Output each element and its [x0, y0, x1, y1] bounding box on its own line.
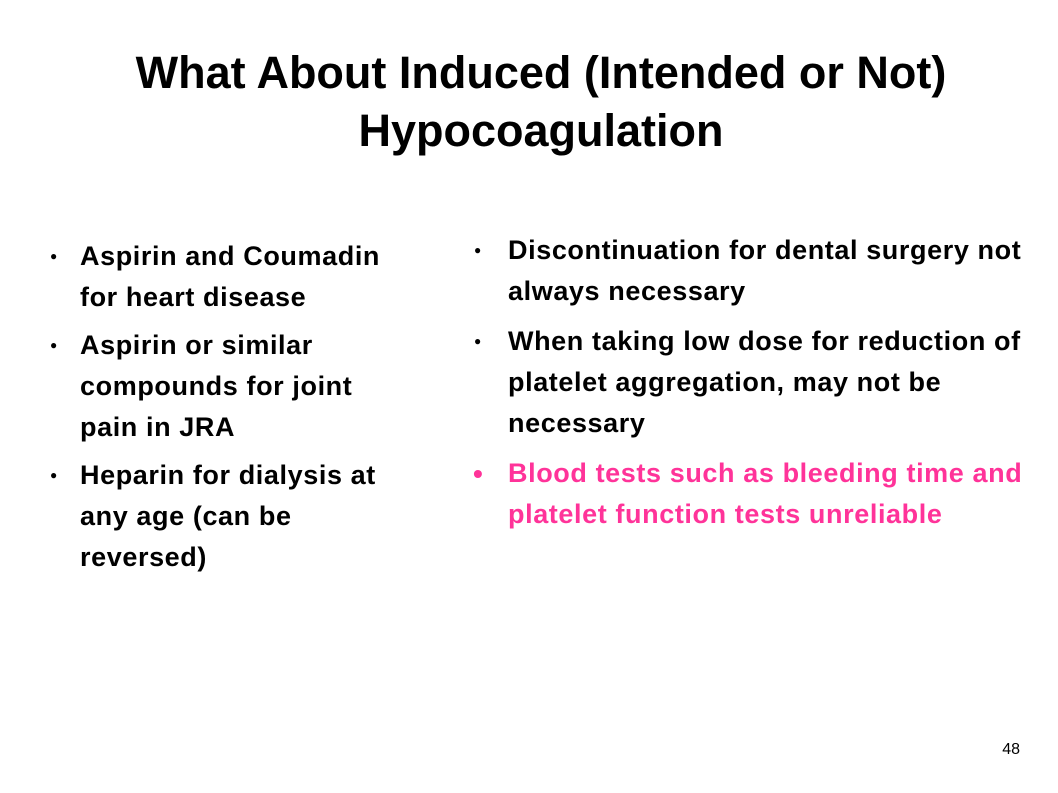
highlight-bullet-text: Blood tests such as bleeding time and platelet function tests unreliable: [508, 458, 1023, 529]
bullet-item: [48, 236, 398, 318]
bullet-icon: •: [473, 458, 484, 489]
bullet-icon: ●: [50, 338, 58, 352]
bullet-icon: ●: [50, 249, 58, 263]
bullet-text: When taking low dose for reduction of platelet aggregation, may not be necessary: [508, 326, 1021, 438]
bullet-icon: ●: [474, 243, 482, 257]
bullet-icon: ●: [474, 334, 482, 348]
page-number: 48: [1002, 741, 1020, 758]
slide-title: What About Induced (Intended or Not) Hypocoagulation: [135, 47, 947, 156]
bullet-item: [48, 325, 398, 448]
bullet-icon: ●: [50, 468, 58, 482]
left-bullet-list: [48, 236, 398, 585]
bullet-item: [48, 455, 398, 578]
bullet-text: Heparin for dialysis at any age (can be reversed): [80, 460, 376, 572]
bullet-item: [470, 321, 1040, 444]
right-bullet-list: [470, 230, 1040, 544]
highlight-bullet-item: [470, 453, 1040, 535]
bullet-text: Aspirin or similar compounds for joint pain in JRA: [80, 330, 353, 442]
bullet-text: Aspirin and Coumadin for heart disease: [80, 241, 381, 312]
bullet-item: [470, 230, 1040, 312]
bullet-text: Discontinuation for dental surgery not always necessary: [508, 235, 1022, 306]
